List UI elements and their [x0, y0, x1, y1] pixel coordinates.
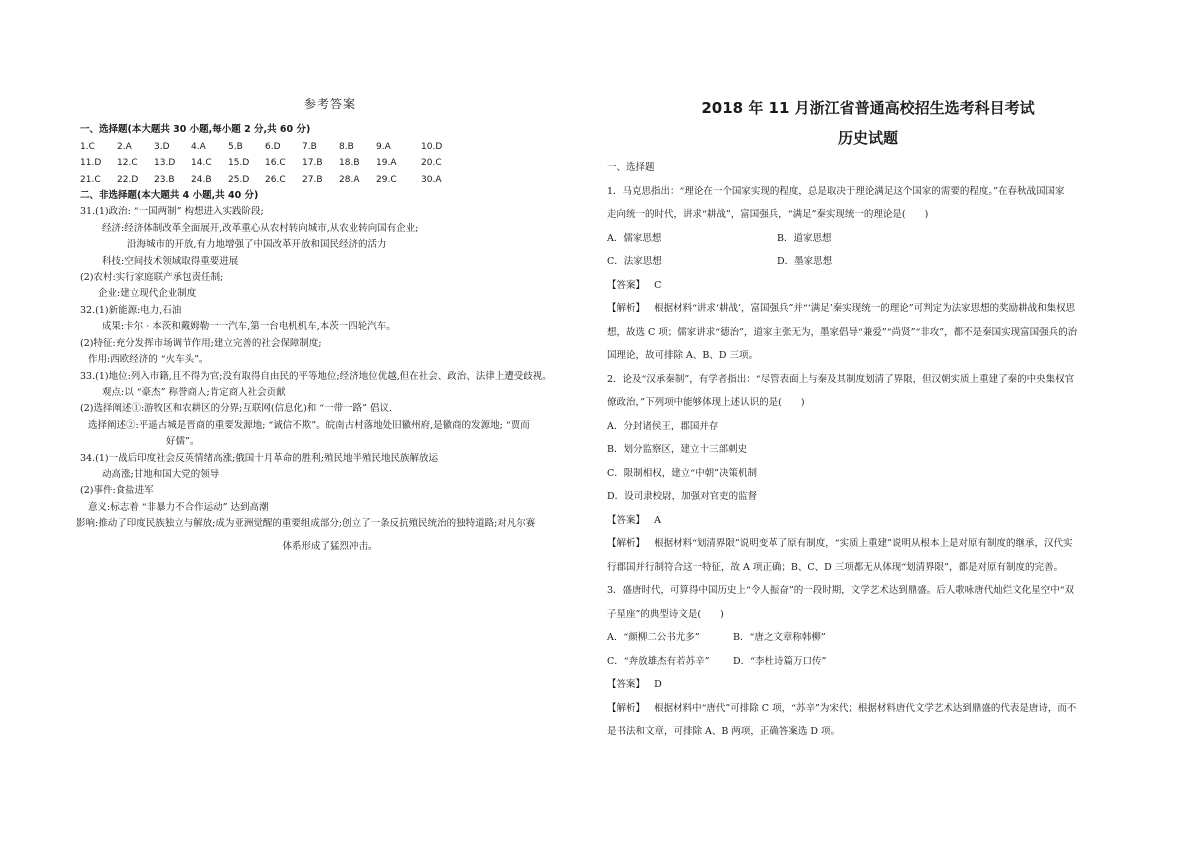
answer-line: 影响:推动了印度民族独立与解放;成为亚洲觉醒的重要组成部分;创立了一条反抗殖民统治的独特道路;对凡尔赛	[76, 518, 536, 530]
analysis-text: 根据材料“讲求‘耕战’，富国强兵”并“‘满足’秦实现统一的理论”可判定为法家思想的奖励耕战和集权思	[654, 303, 1076, 314]
answer-line: 意义:标志着 “非暴力不合作运动” 达到高潮	[88, 501, 269, 513]
answer-cell: 5.B	[228, 141, 243, 152]
answer-line: (2)事件:食盐进军	[80, 485, 154, 497]
answer-line: 动高涨;甘地和国大党的领导	[102, 468, 220, 480]
answer-cell: 6.D	[265, 141, 281, 152]
analysis-label: 【解析】	[607, 538, 646, 549]
analysis-label: 【解析】	[607, 702, 646, 714]
question-1-answer	[607, 274, 1129, 298]
answer-label: 【答案】	[607, 514, 646, 526]
answer-line: 33.(1)地位:列入市籍,且不得为官;没有取得自由民的平等地位;经济地位优越,但在社会、政治、法律上遭受歧视。	[80, 370, 552, 382]
answer-line: 32.(1)新能源:电力,石油	[80, 304, 182, 316]
exam-section: 一、选择题	[607, 162, 655, 173]
question-1-analysis	[607, 297, 1129, 321]
answer-line: 34.(1)一战后印度社会反英情绪高涨;俄国十月革命的胜利;殖民地半殖民地民族解放运	[80, 452, 438, 464]
answer-cell: 12.C	[117, 158, 138, 169]
answer-cell: 2.A	[117, 141, 132, 152]
answer-cell: 17.B	[302, 158, 323, 169]
answer-label: 【答案】	[607, 279, 646, 291]
answer-line: (2)选择阐述①:游牧区和农耕区的分界;互联网(信息化)和 “一带一路” 倡议.	[80, 403, 393, 415]
answer-cell: 19.A	[376, 158, 397, 169]
option-b: B．划分监察区，建立十三部刺史	[607, 444, 747, 455]
question-3-stem: 子星座”的典型诗文是( )	[607, 608, 724, 620]
question-2-analysis: 行郡国并行制符合这一特征，故 A 项正确；B、C、D 三项都无从体现“划清界限”，都是对原有制度的完善。	[607, 561, 1064, 573]
answer-key-column	[76, 96, 580, 555]
exam-subtitle: 历史试题	[837, 129, 898, 147]
question-2-analysis	[607, 532, 1129, 556]
question-3-options	[607, 626, 1129, 650]
answer-cell: 26.C	[265, 174, 286, 185]
question-2-stem: 僚政治，”下列项中能够体现上述认识的是( )	[607, 397, 805, 408]
answer-cell: 23.B	[154, 174, 175, 185]
question-3-answer	[607, 673, 1129, 697]
answer-cell: 7.B	[302, 141, 317, 152]
option-a: A．分封诸侯王，郡国并存	[607, 420, 719, 432]
answer-value: D	[654, 679, 662, 690]
option-d: D．设司隶校尉，加强对官吏的监督	[607, 491, 758, 502]
option-b: B．“唐之文章称韩柳”	[733, 632, 826, 643]
answer-key-section-2: 二、非选择题(本大题共 4 小题,共 40 分)	[80, 190, 259, 202]
analysis-text: 根据材料中“唐代”可排除 C 项，“苏辛”为宋代；根据材料唐代文学艺术达到鼎盛的代表是唐诗，而不	[654, 702, 1077, 714]
answer-cell: 28.A	[339, 174, 360, 185]
answer-cell: 22.D	[117, 174, 139, 185]
question-1-stem: 1．马克思指出：“理论在一个国家实现的程度，总是取决于理论满足这个国家的需要的程度。”在春秋战国国家	[607, 185, 1065, 197]
answer-label: 【答案】	[607, 679, 646, 690]
question-1-analysis: 国理论，故可排除 A、B、D 三项。	[607, 350, 758, 361]
answer-cell: 1.C	[80, 141, 95, 152]
question-1-options	[607, 227, 1129, 251]
analysis-text: 根据材料“划清界限”说明变革了原有制度，“实质上重建”说明从根本上是对原有制度的继承，汉代实	[654, 538, 1073, 549]
answer-grid	[80, 139, 580, 188]
question-1-stem: 走向统一的时代，讲求“耕战”，富国强兵，“满足”秦实现统一的理论是( )	[607, 209, 929, 220]
answer-line: 科技:空间技术领域取得重要进展	[102, 255, 239, 267]
analysis-label: 【解析】	[607, 303, 646, 314]
option-c: C．“奔放雄杰有若苏辛”	[607, 655, 710, 667]
answer-cell: 14.C	[191, 158, 212, 169]
answer-line: 企业:建立现代企业制度	[98, 288, 197, 300]
answer-line: 沿海城市的开放,有力地增强了中国改革开放和国民经济的活力	[127, 239, 387, 251]
option-c: C．限制相权，建立“中朝”决策机制	[607, 467, 757, 479]
answer-line: 观点:以 “豪杰” 称誉商人;肯定商人社会贡献	[102, 386, 286, 398]
answer-line: 体系形成了猛烈冲击。	[282, 540, 378, 552]
option-a: A．儒家思想	[607, 232, 662, 244]
answer-cell: 11.D	[80, 158, 102, 169]
question-3-analysis: 是书法和文章，可排除 A、B 两项，正确答案选 D 项。	[607, 726, 841, 737]
answer-value: C	[654, 279, 662, 291]
answer-line: 好儒”。	[166, 436, 200, 448]
answer-cell: 4.A	[191, 141, 206, 152]
question-2-answer	[607, 509, 1129, 533]
answer-cell: 27.B	[302, 174, 323, 185]
question-1-analysis: 想，故选 C 项；儒家讲求“德治”，道家主张无为，墨家倡导“兼爱”“尚贤”“非攻”，都不是秦国实现富国强兵的治	[607, 326, 1078, 338]
question-3-stem: 3．盛唐时代，可算得中国历史上“令人振奋”的一段时期，文学艺术达到鼎盛。后人歌咏唐代灿烂文化星空中“双	[607, 585, 1075, 596]
answer-cell: 8.B	[339, 141, 354, 152]
answer-cell: 30.A	[421, 174, 442, 185]
answer-cell: 13.D	[154, 158, 176, 169]
answer-cell: 16.C	[265, 158, 286, 169]
answer-cell: 3.D	[154, 141, 170, 152]
option-a: A．“颜柳二公书尤多”	[607, 632, 700, 643]
answer-line: 31.(1)政治: “一国两制” 构想进入实践阶段;	[80, 206, 264, 218]
answer-cell: 20.C	[421, 158, 442, 169]
question-1-options	[607, 250, 1129, 274]
answer-cell: 18.B	[339, 158, 360, 169]
option-d: D．墨家思想	[777, 256, 833, 267]
answer-line: 选择阐述②:平遥古城是晋商的重要发源地; “诚信不欺”。皖南古村落地处旧徽州府,是徽商的发源地; “贾而	[88, 419, 530, 431]
question-3-options	[607, 650, 1129, 674]
answer-cell: 25.D	[228, 174, 250, 185]
answer-cell: 10.D	[421, 141, 443, 152]
answer-line: 经济:经济体制改革全面展开,改革重心从农村转向城市,从农业转向国有企业;	[102, 222, 419, 234]
answer-line: 成果:卡尔 · 本茨和戴姆勒一一汽车,第一台电机机车,本茨一四轮汽车。	[102, 321, 396, 333]
answer-line: (2)特征:充分发挥市场调节作用;建立完善的社会保障制度;	[80, 337, 322, 349]
option-b: B．道家思想	[777, 232, 832, 244]
answer-cell: 15.D	[228, 158, 250, 169]
answer-key-title: 参考答案	[303, 97, 356, 111]
answer-cell: 9.A	[376, 141, 391, 152]
answer-cell: 21.C	[80, 174, 101, 185]
answer-value: A	[654, 514, 661, 526]
answer-cell: 24.B	[191, 174, 212, 185]
exam-title: 2018 年 11 月浙江省普通高校招生选考科目考试	[701, 99, 1035, 117]
exam-column	[607, 96, 1129, 744]
question-3-analysis	[607, 697, 1129, 721]
answer-line: (2)农村:实行家庭联产承包责任制;	[80, 272, 224, 284]
option-d: D．“李杜诗篇万口传”	[733, 655, 827, 667]
question-2-stem: 2．论及“汉承秦制”，有学者指出：“尽管表面上与秦及其制度划清了界限，但汉朝实质上重建了秦的中央集权官	[607, 373, 1075, 385]
answer-cell: 29.C	[376, 174, 397, 185]
option-c: C．法家思想	[607, 256, 662, 267]
answer-line: 作用:西欧经济的 “火车头”。	[88, 354, 209, 366]
answer-key-section-1: 一、选择题(本大题共 30 小题,每小题 2 分,共 60 分)	[80, 124, 311, 136]
